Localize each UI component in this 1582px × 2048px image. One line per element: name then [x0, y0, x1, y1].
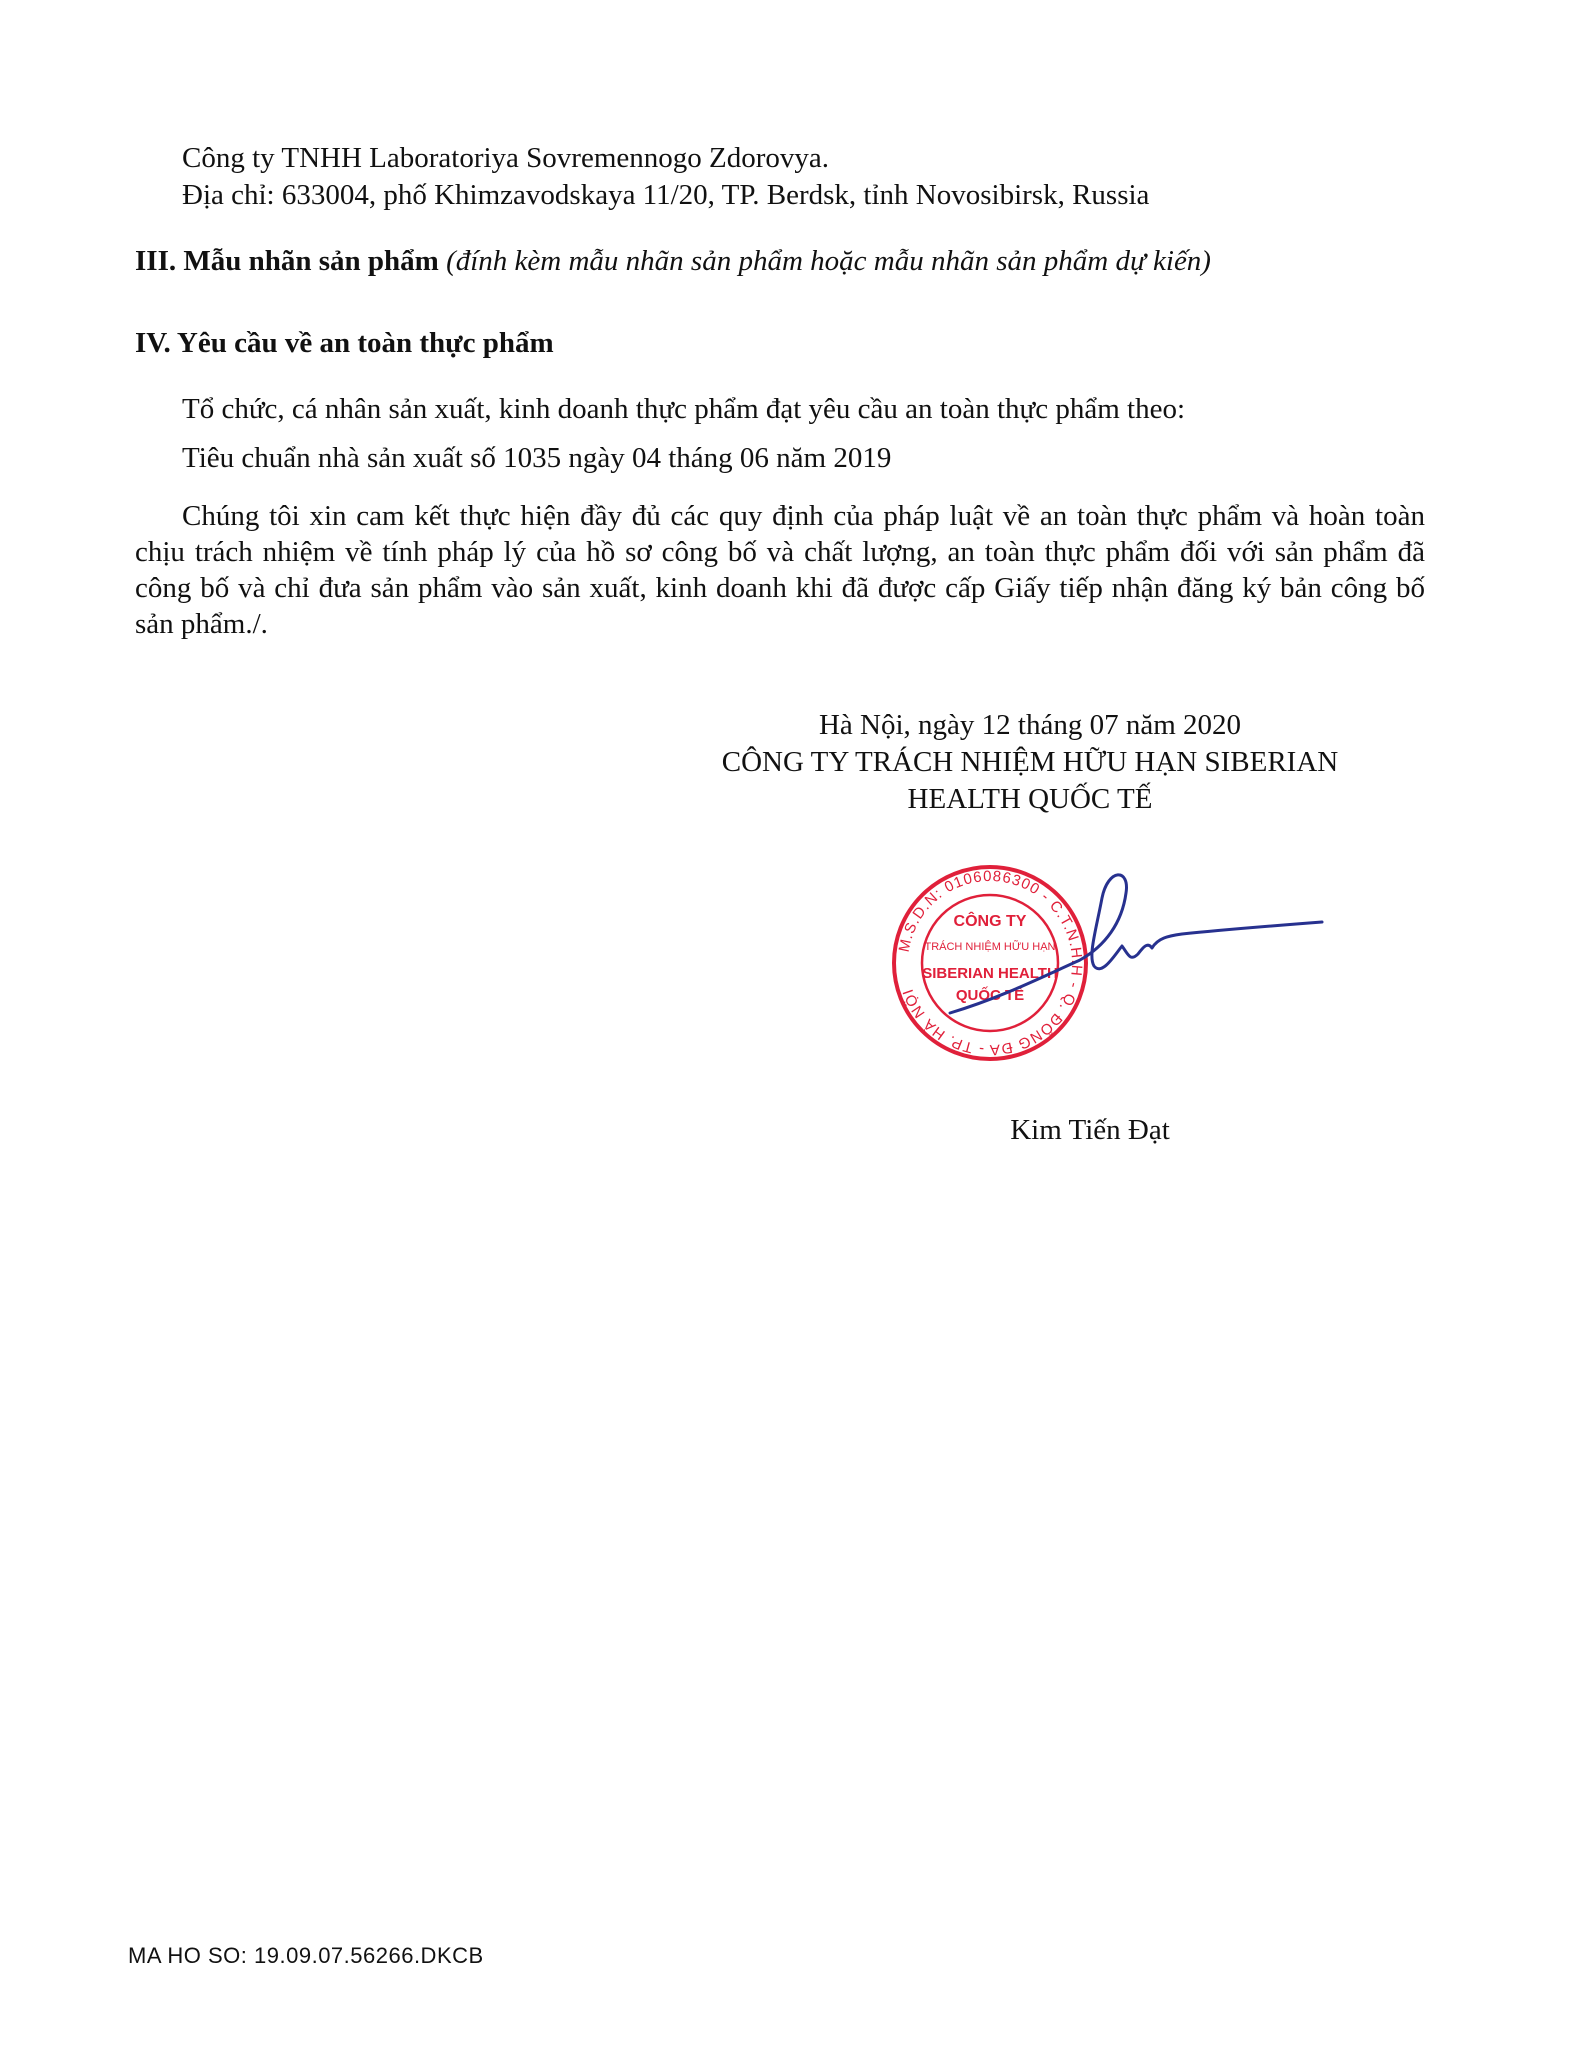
stamp-line-4: QUỐC TẾ: [955, 987, 1025, 1004]
document-code-footer: MA HO SO: 19.09.07.56266.DKCB: [128, 1943, 484, 1968]
section-4-line-2: Tiêu chuẩn nhà sản xuất số 1035 ngày 04 tháng 06 năm 2019: [182, 442, 892, 474]
signature-company-line-1: CÔNG TY TRÁCH NHIỆM HỮU HẠN SIBERIAN: [721, 746, 1339, 778]
stamp-ring-text: M.S.D.N: 0106086300 - C.T.N.H.H - Q. ĐỐNG ĐA - TP. HÀ NỘI: [895, 867, 1086, 1059]
stamp-line-2: TRÁCH NHIỆM HỮU HẠN: [924, 941, 1056, 953]
section-4-heading: IV. Yêu cầu về an toàn thực phẩm: [135, 327, 554, 359]
company-stamp-and-signature: [890, 838, 1330, 1088]
section-3-heading: III. Mẫu nhãn sản phẩm: [135, 245, 439, 277]
section-3-note: (đính kèm mẫu nhãn sản phẩm hoặc mẫu nhãn sản phẩm dự kiến): [446, 245, 1211, 277]
commitment-paragraph: Chúng tôi xin cam kết thực hiện đầy đủ các quy định của pháp luật về an toàn thực phẩm và hoàn toàn chịu trách nhiệm về tính pháp lý của hồ sơ công bố và chất lượng, an toàn thực phẩm đối với sản phẩm đã công bố và chỉ đưa sản phẩm vào sản xuất, kinh doanh khi đã được cấp Giấy tiếp nhận đăng ký bản công bố sản phẩm./.: [135, 500, 1425, 640]
section-4-line-1: Tổ chức, cá nhân sản xuất, kinh doanh thực phẩm đạt yêu cầu an toàn thực phẩm theo:: [182, 393, 1186, 425]
section-3-title: [135, 243, 1211, 279]
stamp-seal: [890, 838, 1330, 1088]
signature-place-date: Hà Nội, ngày 12 tháng 07 năm 2020: [818, 709, 1242, 741]
stamp-line-3: SIBERIAN HEALTH: [922, 965, 1058, 982]
signature-company-line-2: HEALTH QUỐC TẾ: [907, 783, 1153, 815]
manufacturer-address: Địa chỉ: 633004, phố Khimzavodskaya 11/20, TP. Berdsk, tỉnh Novosibirsk, Russia: [182, 179, 1150, 211]
signer-name: Kim Tiến Đạt: [1010, 1114, 1170, 1146]
manufacturer-name: Công ty TNHH Laboratoriya Sovremennogo Zdorovya.: [182, 142, 830, 174]
stamp-line-1: CÔNG TY: [953, 913, 1027, 930]
